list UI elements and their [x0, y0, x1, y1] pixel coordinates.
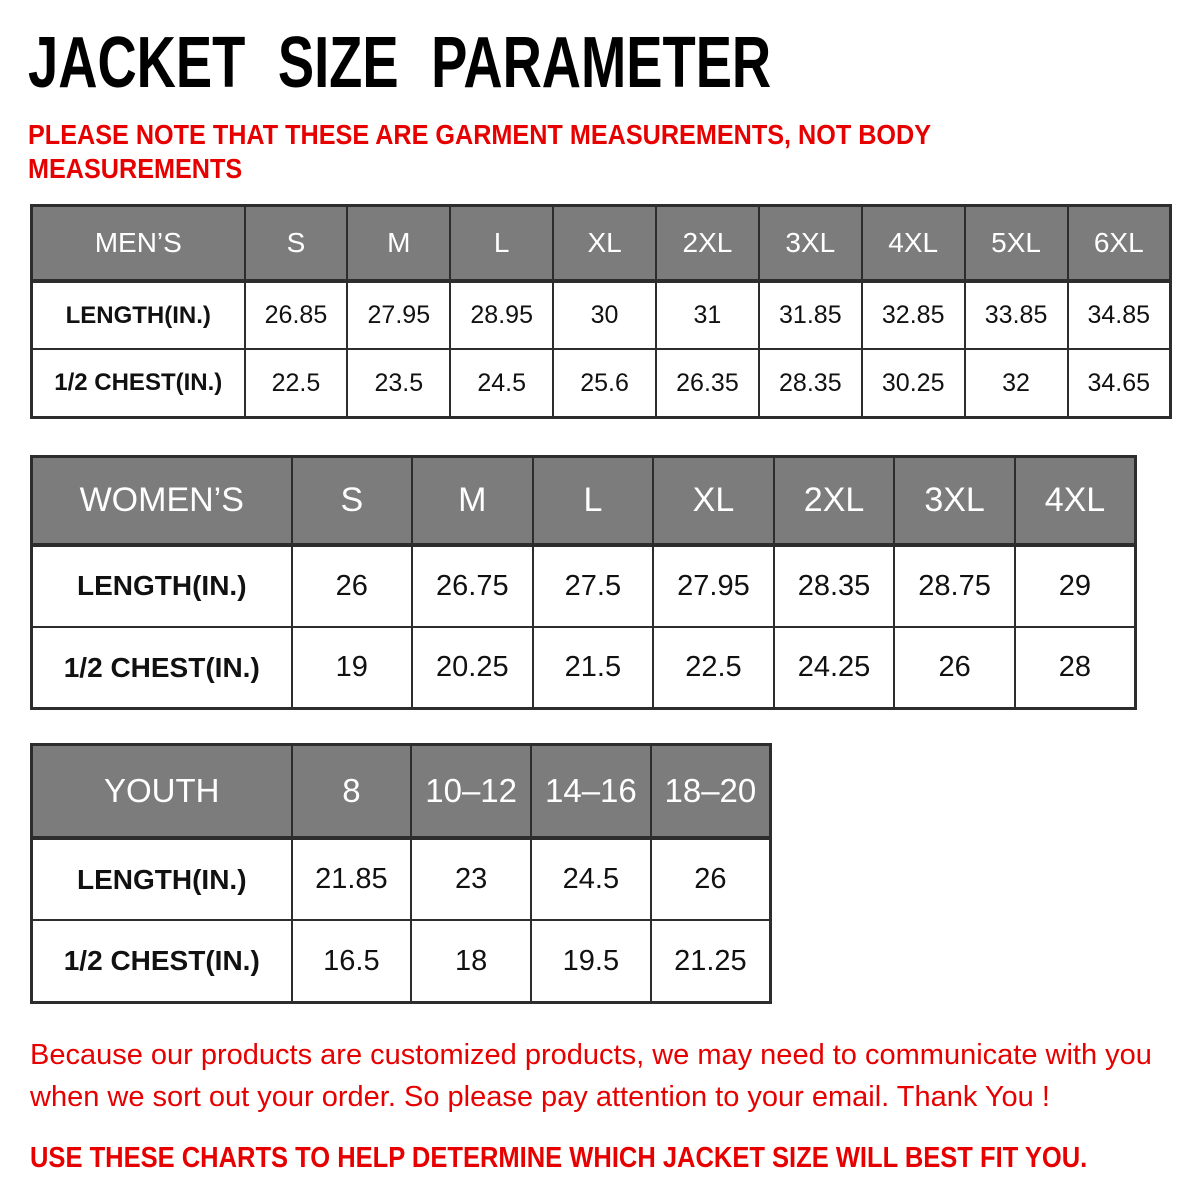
value-cell: 26 [292, 545, 413, 627]
value-cell: 34.85 [1068, 281, 1171, 349]
value-cell: 34.65 [1068, 349, 1171, 417]
value-cell: 21.5 [533, 627, 654, 709]
value-cell: 22.5 [245, 349, 348, 417]
value-cell: 19.5 [531, 920, 651, 1002]
table-group-title-womens: WOMEN’S [32, 456, 292, 545]
size-header-cell: L [450, 206, 553, 282]
value-cell: 28.35 [759, 349, 862, 417]
size-header-cell: 2XL [774, 456, 895, 545]
value-cell: 24.5 [531, 838, 651, 920]
size-header-cell: 8 [292, 745, 412, 839]
value-cell: 27.5 [533, 545, 654, 627]
customization-notice [30, 1034, 1200, 1118]
page-title: JACKET SIZE PARAMETER [28, 20, 772, 103]
size-header-cell: 4XL [862, 206, 965, 282]
value-cell: 27.95 [347, 281, 450, 349]
value-cell: 28.75 [894, 545, 1015, 627]
size-table-womens [30, 455, 1137, 711]
value-cell: 18 [411, 920, 531, 1002]
size-header-cell: 3XL [894, 456, 1015, 545]
measure-label-cell: 1/2 CHEST(IN.) [32, 349, 245, 417]
customization-notice-line-1: Because our products are customized products, we may need to communicate with you [30, 1038, 1152, 1071]
value-cell: 30 [553, 281, 656, 349]
size-table-youth [30, 743, 772, 1004]
value-cell: 24.5 [450, 349, 553, 417]
value-cell: 21.85 [292, 838, 412, 920]
size-header-cell: XL [553, 206, 656, 282]
size-header-cell: 2XL [656, 206, 759, 282]
size-header-cell: S [292, 456, 413, 545]
measure-label-cell: 1/2 CHEST(IN.) [32, 627, 292, 709]
note-line-1: PLEASE NOTE THAT THESE ARE GARMENT MEASUREMENTS, NOT BODY [28, 119, 932, 150]
measure-label-cell: LENGTH(IN.) [32, 838, 292, 920]
value-cell: 28.35 [774, 545, 895, 627]
value-cell: 29 [1015, 545, 1136, 627]
value-cell: 31 [656, 281, 759, 349]
value-cell: 26.85 [245, 281, 348, 349]
size-header-cell: 18–20 [651, 745, 771, 839]
value-cell: 16.5 [292, 920, 412, 1002]
value-cell: 30.25 [862, 349, 965, 417]
value-cell: 21.25 [651, 920, 771, 1002]
size-header-cell: 14–16 [531, 745, 651, 839]
customization-notice-line-2: when we sort out your order. So please pay attention to your email. Thank You ! [30, 1080, 1050, 1113]
size-table-mens [30, 204, 1172, 419]
value-cell: 26.35 [656, 349, 759, 417]
chart-usage-advice: USE THESE CHARTS TO HELP DETERMINE WHICH JACKET SIZE WILL BEST FIT YOU. [30, 1141, 1088, 1174]
size-header-cell: S [245, 206, 348, 282]
value-cell: 28.95 [450, 281, 553, 349]
size-header-cell: 4XL [1015, 456, 1136, 545]
value-cell: 33.85 [965, 281, 1068, 349]
size-header-cell: 10–12 [411, 745, 531, 839]
measure-label-cell: LENGTH(IN.) [32, 545, 292, 627]
value-cell: 27.95 [653, 545, 774, 627]
value-cell: 20.25 [412, 627, 533, 709]
size-header-cell: 6XL [1068, 206, 1171, 282]
size-header-cell: M [412, 456, 533, 545]
value-cell: 26.75 [412, 545, 533, 627]
table-group-title-mens: MEN’S [32, 206, 245, 282]
value-cell: 28 [1015, 627, 1136, 709]
size-header-cell: 3XL [759, 206, 862, 282]
value-cell: 25.6 [553, 349, 656, 417]
size-header-cell: XL [653, 456, 774, 545]
value-cell: 32.85 [862, 281, 965, 349]
table-group-title-youth: YOUTH [32, 745, 292, 839]
value-cell: 26 [894, 627, 1015, 709]
size-header-cell: M [347, 206, 450, 282]
value-cell: 22.5 [653, 627, 774, 709]
measure-label-cell: LENGTH(IN.) [32, 281, 245, 349]
value-cell: 23 [411, 838, 531, 920]
size-header-cell: 5XL [965, 206, 1068, 282]
value-cell: 26 [651, 838, 771, 920]
value-cell: 24.25 [774, 627, 895, 709]
garment-measurement-note [28, 118, 1083, 186]
value-cell: 23.5 [347, 349, 450, 417]
value-cell: 32 [965, 349, 1068, 417]
value-cell: 19 [292, 627, 413, 709]
size-header-cell: L [533, 456, 654, 545]
value-cell: 31.85 [759, 281, 862, 349]
tables [30, 204, 1200, 1004]
note-line-2: MEASUREMENTS [28, 153, 243, 185]
measure-label-cell: 1/2 CHEST(IN.) [32, 920, 292, 1002]
